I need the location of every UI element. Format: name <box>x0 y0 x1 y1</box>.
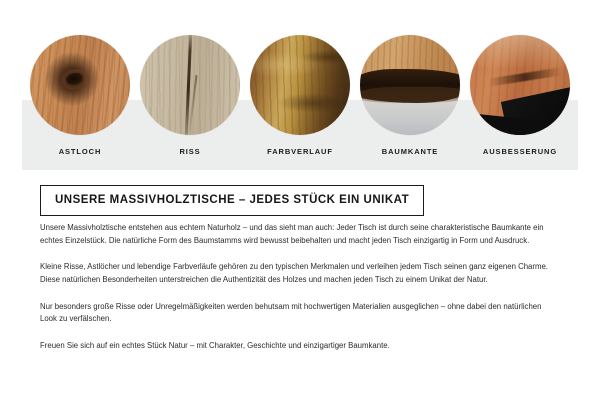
gallery-item-label: FARBVERLAUF <box>267 147 333 156</box>
wood-repair-swatch-icon <box>470 35 570 135</box>
gallery-item-farbverlauf[interactable] <box>250 35 350 156</box>
paragraph: Unsere Massivholztische entstehen aus echtem Naturholz – und das sieht man auch: Jeder Tisch ist durch seine charakteristische Baumkante ein echtes Einzelstück. Die natürliche Form des Baumstamms wird bewusst beibehalten und macht jeden Tisch einzigartig in Form und Ausdruck. <box>40 223 544 245</box>
live-edge-swatch-icon <box>360 35 460 135</box>
paragraph: Nur besonders große Risse oder Unregelmäßigkeiten werden behutsam mit hochwertigen Materialien ausgeglichen – ohne dabei den natürlichen Look zu verfälschen. <box>40 301 542 324</box>
gallery-item-riss[interactable] <box>140 35 240 156</box>
section-headline: UNSERE MASSIVHOLZTISCHE – JEDES STÜCK EIN UNIKAT <box>40 185 424 216</box>
wood-feature-gallery <box>30 35 570 156</box>
paragraph: Freuen Sie sich auf ein echtes Stück Natur – mit Charakter, Geschichte und einzigartiger Baumkante. <box>40 340 390 350</box>
gallery-item-ausbesserung[interactable] <box>470 35 570 156</box>
gallery-item-baumkante[interactable] <box>360 35 460 156</box>
gallery-item-label: BAUMKANTE <box>381 147 439 156</box>
gallery-item-label: RISS <box>179 147 201 156</box>
grey-band-left-gap <box>0 100 22 170</box>
wood-knot-swatch-icon <box>30 35 130 135</box>
gallery-item-label: ASTLOCH <box>58 147 102 156</box>
wood-crack-swatch-icon <box>140 35 240 135</box>
gallery-item-astloch[interactable] <box>30 35 130 156</box>
grey-band-right-gap <box>578 100 600 170</box>
gallery-item-label: AUSBESSERUNG <box>482 147 558 156</box>
wood-colour-gradient-swatch-icon <box>250 35 350 135</box>
body-copy <box>40 222 560 352</box>
paragraph: Kleine Risse, Astlöcher und lebendige Farbverläufe gehören zu den typischen Merkmalen und verleihen jedem Tisch seinen ganz eigenen Charme. Diese natürlichen Besonderheiten unterstreichen die Authentizität des Holzes und machen jeden Tisch zu einem Unikat der Natur. <box>40 262 548 284</box>
